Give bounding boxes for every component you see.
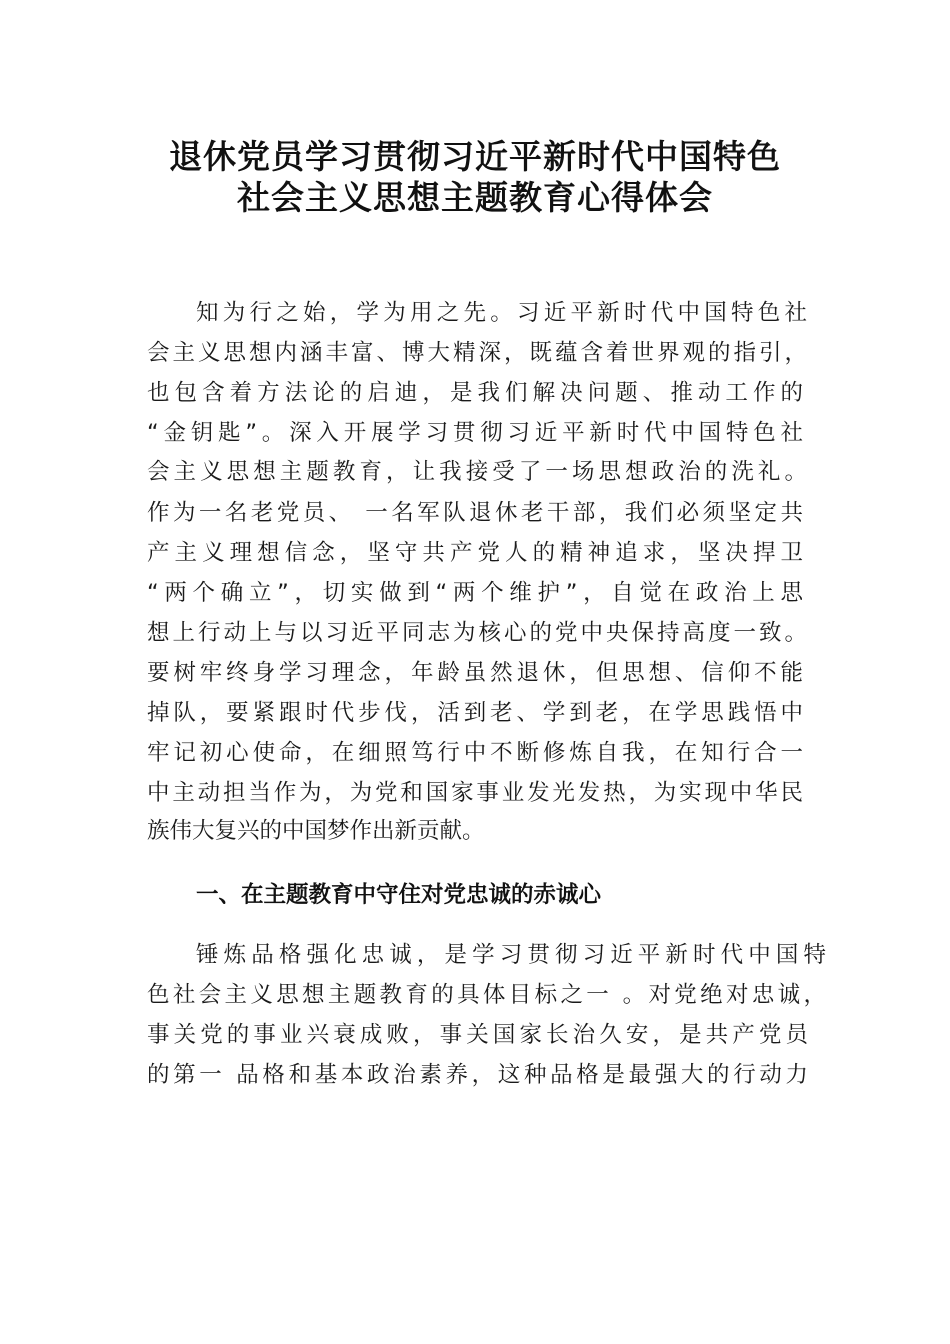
paragraph-1-line: 想上行动上与以习近平同志为核心的党中央保持高度一致。 (147, 620, 807, 646)
paragraph-1-line: 知为行之始，学为用之先。习近平新时代中国特色社 (196, 300, 807, 326)
document-title-line-1: 退休党员学习贯彻习近平新时代中国特色 (169, 137, 781, 176)
paragraph-1-line: 产主义理想信念，坚守共产党人的精神追求，坚决捍卫 (147, 540, 803, 566)
paragraph-1-line: “金钥匙”。深入开展学习贯彻习近平新时代中国特色社 (147, 420, 803, 446)
paragraph-1-line: 要树牢终身学习理念，年龄虽然退休，但思想、信仰不能 (147, 660, 803, 686)
section-heading: 一、在主题教育中守住对党忠诚的赤诚心 (196, 882, 602, 908)
paragraph-2-line: 的第一 品格和基本政治素养，这种品格是最强大的行动力 (147, 1062, 808, 1088)
paragraph-1-line: 会主义思想内涵丰富、博大精深，既蕴含着世界观的指引， (147, 340, 807, 366)
paragraph-1-line: 也包含着方法论的启迪，是我们解决问题、推动工作的 (147, 380, 803, 406)
paragraph-1-line: 会主义思想主题教育，让我接受了一场思想政治的洗礼。 (147, 459, 807, 485)
paragraph-1-line: 掉队，要紧跟时代步伐，活到老、学到老，在学思践悟中 (147, 700, 803, 726)
paragraph-2-line: 事关党的事业兴衰成败，事关国家长治久安，是共产党员 (147, 1022, 808, 1048)
paragraph-2-line: 锤炼品格强化忠诚，是学习贯彻习近平新时代中国特 (196, 942, 826, 968)
paragraph-2-line: 色社会主义思想主题教育的具体目标之一 。对党绝对忠诚， (147, 982, 826, 1008)
paragraph-1-line: 族伟大复兴的中国梦作出新贡献。 (147, 818, 485, 844)
paragraph-1-line: 牢记初心使命，在细照笃行中不断修炼自我，在知行合一 (147, 740, 803, 766)
paragraph-1-line: 中主动担当作为，为党和国家事业发光发热，为实现中华民 (147, 780, 803, 806)
paragraph-1-line: “两个确立”，切实做到“两个维护”，自觉在政治上思 (147, 580, 803, 606)
document-title-line-2: 社会主义思想主题教育心得体会 (237, 178, 713, 217)
paragraph-1-line: 作为一名老党员、 一名军队退休老干部，我们必须坚定共 (147, 500, 803, 526)
